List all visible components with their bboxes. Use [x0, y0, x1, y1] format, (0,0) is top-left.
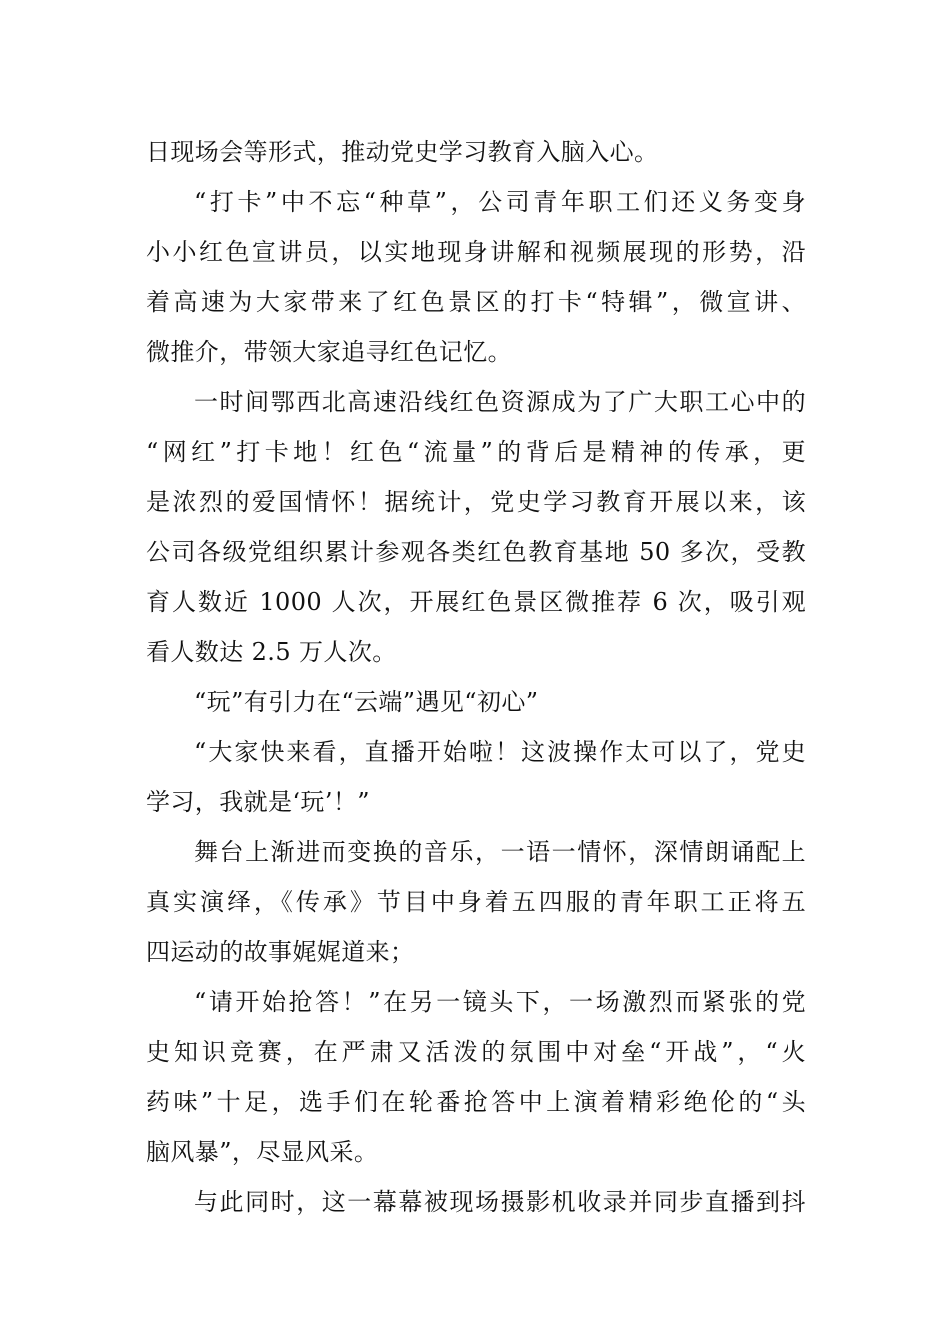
- text-line: 脑风暴”，尽显风采。: [146, 1138, 379, 1166]
- text-line: 一时间鄂西北高速沿线红色资源成为了广大职工心中的: [194, 388, 806, 416]
- text-line: 药味”十足，选手们在轮番抢答中上演着精彩绝伦的“头: [146, 1088, 806, 1116]
- text-line: 是浓烈的爱国情怀！据统计，党史学习教育开展以来，该: [146, 488, 806, 516]
- section-heading: “玩”有引力在“云端”遇见“初心”: [194, 688, 539, 716]
- text-line: “大家快来看，直播开始啦！这波操作太可以了，党史: [194, 738, 806, 766]
- text-line: 微推介，带领大家追寻红色记忆。: [146, 338, 512, 366]
- text-line: 学习，我就是‘玩’！”: [146, 788, 370, 816]
- text-line: 日现场会等形式，推动党史学习教育入脑入心。: [146, 138, 659, 166]
- text-line: 公司各级党组织累计参观各类红色教育基地 50 多次，受教: [146, 538, 806, 566]
- text-line: 真实演绎，《传承》节目中身着五四服的青年职工正将五: [146, 888, 806, 916]
- text-line: 史知识竞赛，在严肃又活泼的氛围中对垒“开战”，“火: [146, 1038, 806, 1066]
- text-line: “请开始抢答！”在另一镜头下，一场激烈而紧张的党: [194, 988, 806, 1016]
- text-line: “打卡”中不忘“种草”，公司青年职工们还义务变身: [194, 188, 806, 216]
- text-line: 看人数达 2.5 万人次。: [146, 638, 397, 666]
- text-line: 育人数近 1000 人次，开展红色景区微推荐 6 次，吸引观: [146, 588, 806, 616]
- text-line: 着高速为大家带来了红色景区的打卡“特辑”，微宣讲、: [146, 288, 806, 316]
- text-line: 与此同时，这一幕幕被现场摄影机收录并同步直播到抖: [194, 1188, 806, 1216]
- text-line: 舞台上渐进而变换的音乐，一语一情怀，深情朗诵配上: [194, 838, 806, 866]
- text-line: 四运动的故事娓娓道来；: [146, 938, 415, 966]
- text-line: 小小红色宣讲员，以实地现身讲解和视频展现的形势，沿: [146, 238, 806, 266]
- text-line: “网红”打卡地！红色“流量”的背后是精神的传承，更: [146, 438, 806, 466]
